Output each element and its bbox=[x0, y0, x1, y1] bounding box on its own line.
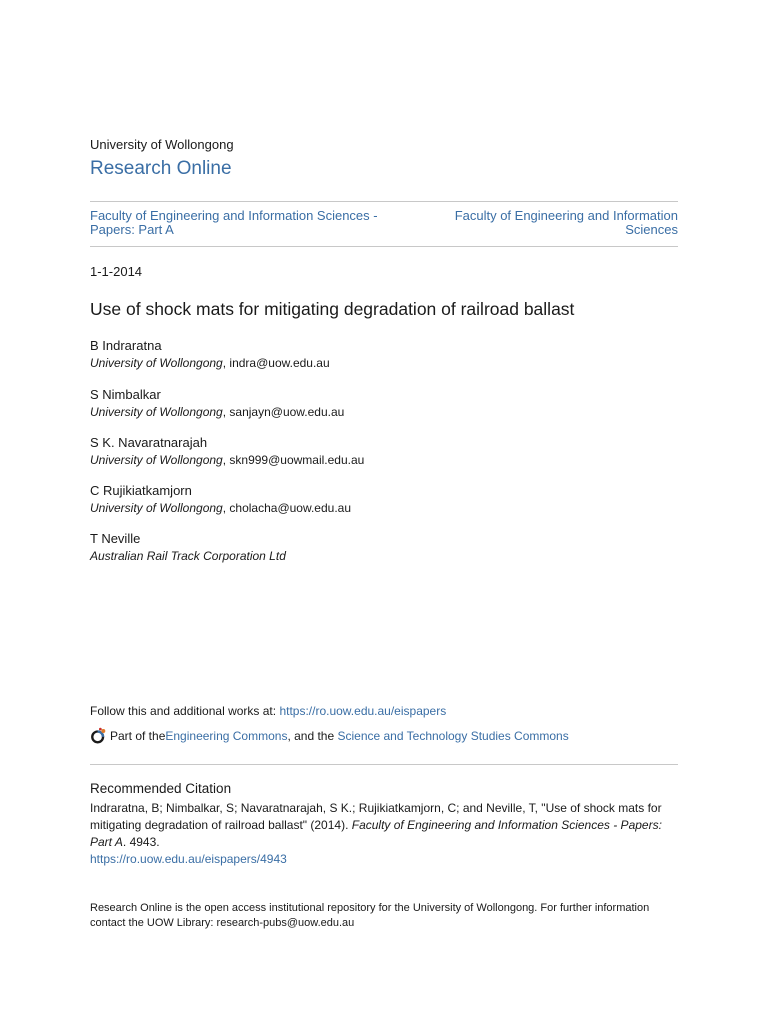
author-name: T Neville bbox=[90, 531, 141, 546]
author-block bbox=[90, 338, 690, 371]
author-affiliation-line bbox=[90, 452, 690, 468]
author-affiliation: University of Wollongong bbox=[90, 356, 223, 370]
author-name: S Nimbalkar bbox=[90, 387, 161, 402]
author-affiliation-line bbox=[90, 500, 690, 516]
author-block bbox=[90, 483, 690, 516]
follow-text: Follow this and additional works at: bbox=[90, 704, 280, 718]
university-name: University of Wollongong bbox=[90, 137, 234, 152]
bepress-commons-icon bbox=[90, 727, 108, 745]
author-affiliation: University of Wollongong bbox=[90, 405, 223, 419]
author-email: , skn999@uowmail.edu.au bbox=[222, 453, 365, 467]
part-of-middle: , and the bbox=[287, 729, 338, 743]
follow-line bbox=[90, 704, 446, 718]
author-name: C Rujikiatkamjorn bbox=[90, 483, 192, 498]
publication-date: 1-1-2014 bbox=[90, 264, 143, 279]
citation-block bbox=[90, 800, 680, 868]
breadcrumb-faculty[interactable]: Faculty of Engineering and Information Sciences bbox=[454, 208, 678, 237]
author-name: S K. Navaratnarajah bbox=[90, 435, 208, 450]
author-block bbox=[90, 435, 690, 468]
author-email: , cholacha@uow.edu.au bbox=[222, 501, 352, 515]
author-affiliation-line bbox=[90, 355, 690, 371]
author-affiliation: University of Wollongong bbox=[90, 501, 223, 515]
author-email: , sanjayn@uow.edu.au bbox=[222, 405, 345, 419]
author-affiliation-line bbox=[90, 548, 690, 564]
author-name: B Indraratna bbox=[90, 338, 162, 353]
research-online-link[interactable]: Research Online bbox=[90, 158, 232, 179]
citation-divider bbox=[90, 764, 678, 765]
breadcrumb-papers-part-a[interactable]: Faculty of Engineering and Information Sciences - Papers: Part A bbox=[90, 208, 378, 237]
citation-journal: Faculty of Engineering and Information Sciences - Papers: Part A bbox=[90, 818, 662, 849]
bottom-divider bbox=[90, 246, 678, 247]
citation-text: Indraratna, B; Nimbalkar, S; Navaratnarajah, S K.; Rujikiatkamjorn, C; and Neville, T, "Use of shock mats for mitigating degradation of railroad ballast" (2014). bbox=[90, 801, 662, 832]
top-divider bbox=[90, 201, 678, 202]
footer-note: Research Online is the open access institutional repository for the University of Wollongong. For further information contact the UOW Library: research-pubs@uow.edu.au bbox=[90, 902, 650, 929]
recommended-citation-heading: Recommended Citation bbox=[90, 781, 232, 796]
author-block bbox=[90, 531, 690, 564]
sts-commons-link[interactable]: Science and Technology Studies Commons bbox=[337, 729, 569, 743]
paper-title: Use of shock mats for mitigating degradation of railroad ballast bbox=[90, 299, 575, 319]
author-affiliation: University of Wollongong bbox=[90, 453, 223, 467]
author-email: , indra@uow.edu.au bbox=[222, 356, 330, 370]
engineering-commons-link[interactable]: Engineering Commons bbox=[165, 729, 288, 743]
eispapers-link[interactable]: https://ro.uow.edu.au/eispapers bbox=[279, 704, 447, 718]
part-of-line bbox=[90, 727, 569, 745]
author-affiliation: Australian Rail Track Corporation Ltd bbox=[90, 549, 286, 563]
citation-link[interactable]: https://ro.uow.edu.au/eispapers/4943 bbox=[90, 852, 287, 866]
author-affiliation-line bbox=[90, 404, 690, 420]
citation-suffix: . 4943. bbox=[122, 835, 160, 849]
part-of-prefix: Part of the bbox=[110, 729, 166, 743]
author-block bbox=[90, 387, 690, 420]
